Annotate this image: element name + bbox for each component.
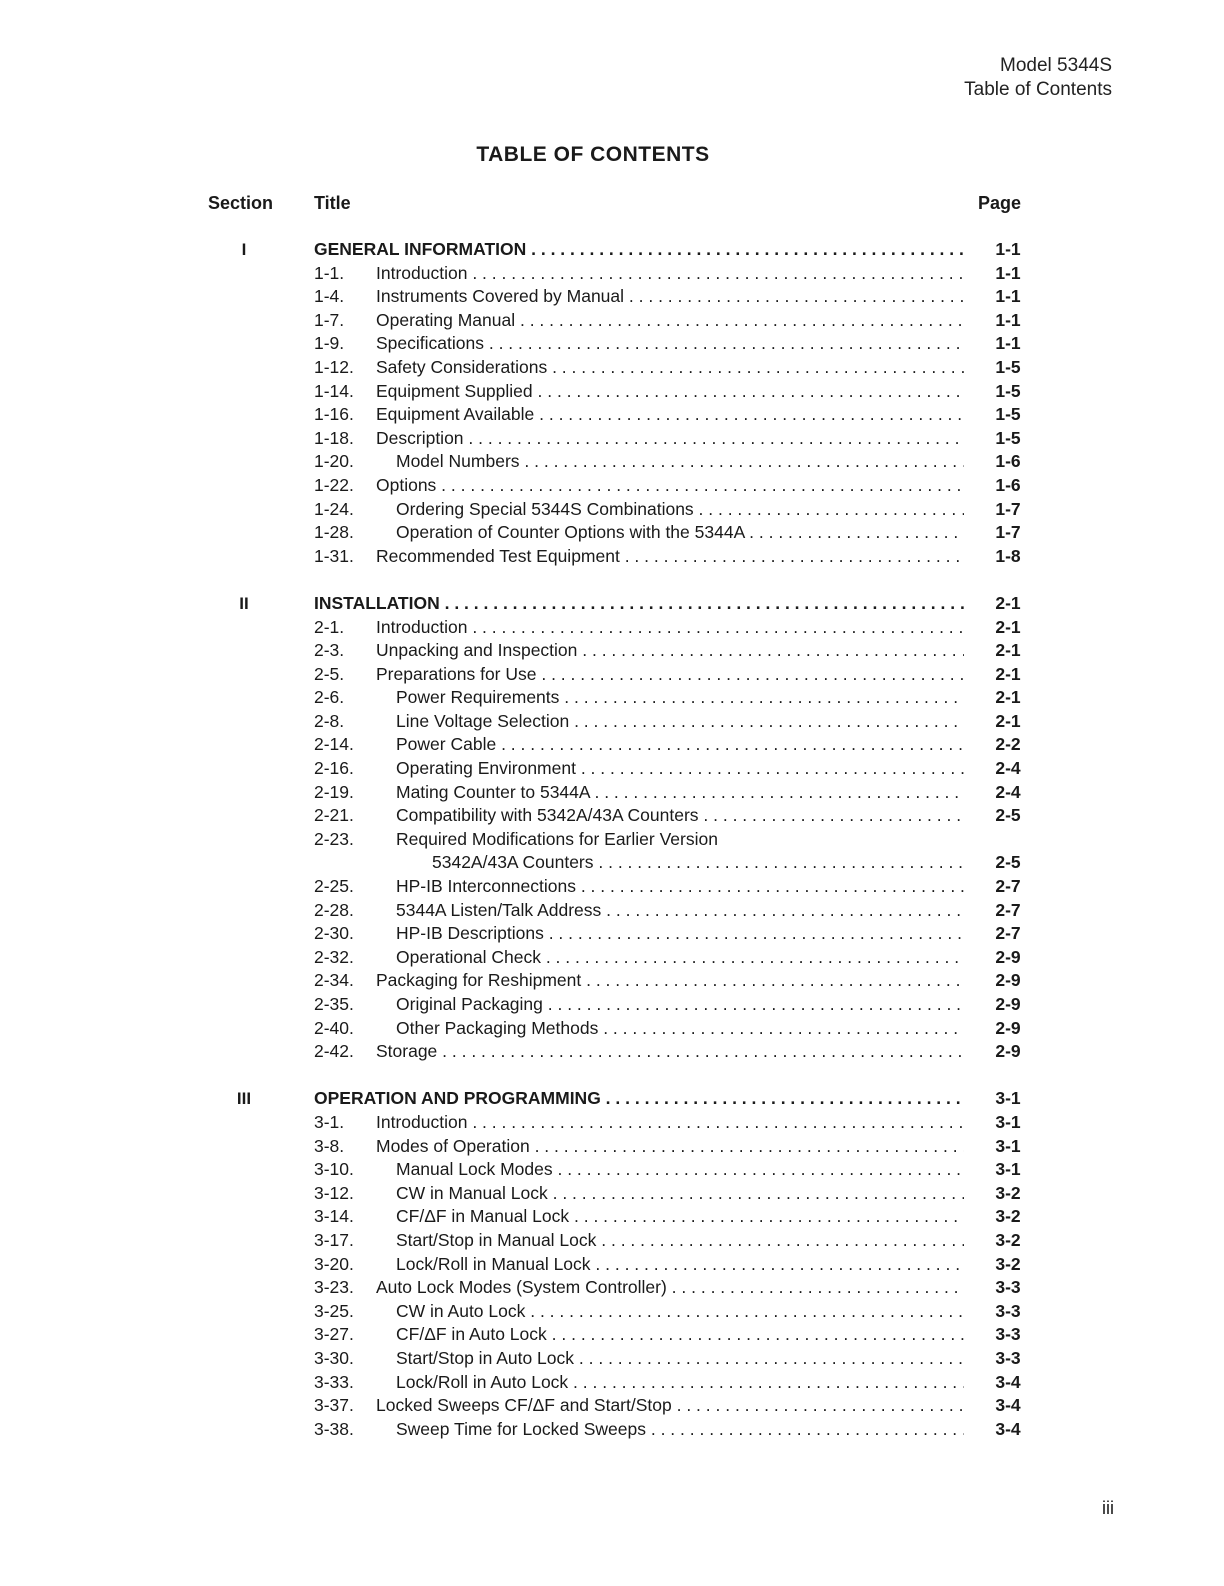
toc-entry: [0, 1229, 1224, 1253]
entry-number: 2-16.: [314, 758, 354, 779]
toc-entry: [0, 332, 1224, 356]
entry-title: Operational Check . . .: [396, 946, 964, 970]
toc-entry: [0, 285, 1224, 309]
running-header: [964, 54, 1112, 102]
toc-entry: [0, 1276, 1224, 1300]
entry-title: Introduction . . .: [376, 262, 964, 286]
toc-entry: [0, 616, 1224, 640]
entry-title: CW in Auto Lock . . .: [396, 1300, 964, 1324]
entry-page: 3-4: [995, 1371, 1021, 1392]
page-title: TABLE OF CONTENTS: [476, 143, 710, 166]
toc-entry: [0, 380, 1224, 404]
entry-number: 1-12.: [314, 356, 354, 377]
entry-page: 2-7: [995, 923, 1021, 944]
header-subtitle: Table of Contents: [964, 79, 1112, 100]
entry-page: 1-7: [995, 498, 1021, 519]
entry-title: Equipment Available . . .: [376, 403, 964, 427]
entry-title: INSTALLATION . . .: [314, 592, 964, 616]
entry-page: 2-4: [995, 781, 1021, 802]
toc-entry: [0, 922, 1224, 946]
entry-title: HP-IB Interconnections . . .: [396, 875, 964, 899]
entry-title: Power Requirements . . .: [396, 686, 964, 710]
entry-number: 2-30.: [314, 923, 354, 944]
entry-number: 2-21.: [314, 805, 354, 826]
entry-number: 2-32.: [314, 946, 354, 967]
entry-page: 1-6: [995, 474, 1021, 495]
entry-title: GENERAL INFORMATION . . .: [314, 238, 964, 262]
entry-page: 2-9: [995, 994, 1021, 1014]
entry-title: Compatibility with 5342A/43A Counters . . .: [396, 804, 964, 828]
toc-entry: [0, 262, 1224, 286]
entry-title: Safety Considerations . . .: [376, 356, 964, 380]
entry-page: 1-5: [995, 380, 1021, 401]
toc-entry: [0, 474, 1224, 498]
page-number: iii: [1102, 1498, 1114, 1518]
entry-page: 1-1: [995, 239, 1021, 259]
entry-number: 1-20.: [314, 451, 354, 472]
toc-entry: [0, 1323, 1224, 1347]
entry-number: 2-25.: [314, 876, 354, 897]
entry-page: 1-1: [995, 333, 1021, 354]
entry-title: 5344A Listen/Talk Address . . .: [396, 899, 964, 923]
toc-entry: [0, 781, 1224, 805]
toc-list: [0, 238, 1224, 1441]
entry-title: CW in Manual Lock . . .: [396, 1182, 964, 1206]
column-header-page: Page: [978, 193, 1022, 213]
entry-number: 2-19.: [314, 781, 354, 802]
toc-entry: [0, 1394, 1224, 1418]
entry-page: 1-5: [995, 427, 1021, 448]
toc-entry: [0, 1087, 1224, 1111]
entry-number: 1-28.: [314, 522, 354, 543]
toc-entry: [0, 545, 1224, 569]
entry-page: 2-1: [995, 710, 1021, 731]
entry-title: Packaging for Reshipment . . .: [376, 969, 964, 993]
entry-number: 3-10.: [314, 1159, 354, 1180]
entry-page: 2-1: [995, 640, 1021, 661]
entry-page: 3-1: [995, 1111, 1021, 1132]
entry-number: 3-17.: [314, 1229, 354, 1250]
entry-title: Model Numbers . . .: [396, 450, 964, 474]
entry-page: 1-1: [995, 286, 1021, 307]
entry-number: 3-33.: [314, 1371, 354, 1392]
toc-entry: [0, 686, 1224, 710]
entry-page: 1-5: [995, 356, 1021, 377]
toc-entry: [0, 1300, 1224, 1324]
entry-title: Options . . .: [376, 474, 964, 498]
entry-number: 2-8.: [314, 710, 345, 731]
entry-title: Manual Lock Modes . . .: [396, 1158, 964, 1182]
entry-page: 2-9: [995, 1017, 1021, 1038]
entry-title: Storage . . .: [376, 1040, 964, 1064]
toc-entry: [0, 851, 1224, 875]
entry-page: 2-9: [995, 970, 1021, 991]
entry-number: 1-24.: [314, 498, 354, 519]
entry-number: 3-14.: [314, 1206, 354, 1227]
entry-title: Auto Lock Modes (System Controller) . . .: [376, 1276, 964, 1300]
toc-entry: [0, 1371, 1224, 1395]
toc-entry: [0, 521, 1224, 545]
entry-number: 2-40.: [314, 1017, 354, 1038]
entry-number: 1-31.: [314, 545, 354, 566]
entry-page: 3-2: [995, 1182, 1021, 1203]
entry-title: Description . . .: [376, 427, 964, 451]
entry-number: 3-20.: [314, 1253, 354, 1274]
toc-entry: [0, 356, 1224, 380]
entry-page: 3-1: [995, 1159, 1021, 1180]
toc-entry: [0, 592, 1224, 616]
entry-number: 2-28.: [314, 899, 354, 920]
entry-number: 3-25.: [314, 1300, 354, 1321]
entry-page: 2-5: [995, 805, 1021, 826]
entry-title: OPERATION AND PROGRAMMING . . .: [314, 1087, 964, 1111]
entry-number: 2-23.: [314, 828, 354, 849]
entry-number: 1-4.: [314, 286, 345, 307]
entry-page: 2-1: [995, 687, 1021, 708]
entry-title: Equipment Supplied . . .: [376, 380, 964, 404]
entry-page: 3-2: [995, 1253, 1021, 1274]
entry-number: 2-14.: [314, 734, 354, 755]
entry-number: 3-23.: [314, 1277, 354, 1298]
entry-page: 1-5: [995, 404, 1021, 425]
entry-page: 3-1: [995, 1088, 1021, 1109]
header-model: Model 5344S: [1000, 55, 1112, 76]
entry-title: Introduction . . .: [376, 1111, 964, 1135]
toc-entry: [0, 946, 1224, 970]
entry-page: 2-7: [995, 899, 1021, 920]
toc-entry: [0, 1182, 1224, 1206]
entry-title: Ordering Special 5344S Combinations . . .: [396, 498, 964, 522]
toc-entry: [0, 498, 1224, 522]
entry-page: 1-8: [995, 545, 1021, 566]
toc-entry: [0, 450, 1224, 474]
entry-title: Operation of Counter Options with the 5344A . . .: [396, 521, 964, 545]
entry-title: Locked Sweeps CF/ΔF and Start/Stop . . .: [376, 1394, 964, 1418]
entry-title: CF/ΔF in Auto Lock . . .: [396, 1323, 964, 1347]
toc-entry: [0, 828, 1224, 852]
entry-page: 1-1: [995, 309, 1021, 330]
entry-title: Specifications . . .: [376, 332, 964, 356]
entry-title: Introduction . . .: [376, 616, 964, 640]
entry-page: 2-1: [995, 663, 1021, 684]
section-numeral: II: [239, 593, 249, 613]
entry-title: Power Cable . . .: [396, 733, 964, 757]
entry-title: Lock/Roll in Manual Lock . . .: [396, 1253, 964, 1277]
entry-title: Recommended Test Equipment . . .: [376, 545, 964, 569]
toc-entry: [0, 1017, 1224, 1041]
entry-title: Sweep Time for Locked Sweeps . . .: [396, 1418, 964, 1442]
entry-number: 3-27.: [314, 1324, 354, 1345]
toc-entry: [0, 875, 1224, 899]
entry-title: Start/Stop in Manual Lock . . .: [396, 1229, 964, 1253]
entry-page: 3-2: [995, 1229, 1021, 1250]
entry-number: 2-6.: [314, 687, 345, 708]
toc-entry: [0, 710, 1224, 734]
entry-number: 1-16.: [314, 404, 354, 425]
entry-page: 2-2: [995, 734, 1021, 755]
entry-title: Modes of Operation . . .: [376, 1135, 964, 1159]
entry-page: 3-3: [995, 1277, 1021, 1298]
entry-title: Start/Stop in Auto Lock . . .: [396, 1347, 964, 1371]
toc-entry: [0, 1253, 1224, 1277]
entry-number: 1-9.: [314, 333, 345, 354]
entry-title: Operating Manual . . .: [376, 309, 964, 333]
entry-page: 3-4: [995, 1395, 1021, 1416]
entry-number: 1-18.: [314, 427, 354, 448]
entry-page: 2-9: [995, 1041, 1021, 1062]
entry-page: 2-5: [995, 852, 1021, 873]
toc-entry: [0, 1158, 1224, 1182]
entry-title: 5342A/43A Counters . . .: [432, 851, 964, 875]
section-numeral: III: [236, 1089, 252, 1109]
entry-title: Other Packaging Methods . . .: [396, 1017, 964, 1041]
entry-number: 2-35.: [314, 994, 354, 1014]
toc-entry: [0, 1040, 1224, 1064]
column-header-title: Title: [314, 193, 351, 213]
entry-number: 2-5.: [314, 663, 345, 684]
entry-page: 3-4: [995, 1418, 1021, 1439]
entry-number: 2-42.: [314, 1041, 354, 1062]
toc-section: [0, 238, 1224, 568]
toc-entry: [0, 1347, 1224, 1371]
section-numeral: I: [241, 240, 247, 259]
entry-page: 1-7: [995, 522, 1021, 543]
entry-number: 1-22.: [314, 474, 354, 495]
toc-entry: [0, 403, 1224, 427]
entry-page: 3-3: [995, 1324, 1021, 1345]
toc-entry: [0, 663, 1224, 687]
entry-title: Operating Environment . . .: [396, 757, 964, 781]
toc-entry: [0, 1205, 1224, 1229]
entry-page: 2-1: [995, 592, 1021, 613]
entry-number: 2-1.: [314, 616, 345, 637]
entry-number: 1-14.: [314, 380, 354, 401]
entry-number: 1-1.: [314, 262, 345, 283]
entry-page: 2-7: [995, 876, 1021, 897]
entry-number: 3-37.: [314, 1395, 354, 1416]
entry-page: 3-2: [995, 1206, 1021, 1227]
entry-number: 2-34.: [314, 970, 354, 991]
toc-section: [0, 1087, 1224, 1441]
entry-number: 3-8.: [314, 1135, 345, 1156]
entry-number: 3-38.: [314, 1418, 354, 1439]
entry-title: HP-IB Descriptions . . .: [396, 922, 964, 946]
entry-page: 1-1: [995, 262, 1021, 283]
entry-title: Mating Counter to 5344A . . .: [396, 781, 964, 805]
toc-entry: [0, 238, 1224, 262]
entry-title: Original Packaging . . .: [396, 993, 964, 1017]
entry-title: Instruments Covered by Manual . . .: [376, 285, 964, 309]
toc-entry: [0, 1135, 1224, 1159]
entry-page: 1-6: [995, 451, 1021, 472]
entry-page: 3-1: [995, 1135, 1021, 1156]
entry-page: 2-9: [995, 946, 1021, 967]
toc-entry: [0, 639, 1224, 663]
entry-page: 3-3: [995, 1300, 1021, 1321]
entry-title: Unpacking and Inspection . . .: [376, 639, 964, 663]
toc-entry: [0, 1418, 1224, 1442]
entry-title: Preparations for Use . . .: [376, 663, 964, 687]
toc-entry: [0, 1111, 1224, 1135]
toc-entry: [0, 993, 1224, 1017]
entry-title: Required Modifications for Earlier Version: [396, 828, 718, 849]
toc-entry: [0, 804, 1224, 828]
entry-number: 3-1.: [314, 1111, 345, 1132]
toc-entry: [0, 427, 1224, 451]
entry-page: 2-1: [995, 616, 1021, 637]
entry-title: Lock/Roll in Auto Lock . . .: [396, 1371, 964, 1395]
entry-title: CF/ΔF in Manual Lock . . .: [396, 1205, 964, 1229]
toc-entry: [0, 969, 1224, 993]
entry-number: 3-30.: [314, 1347, 354, 1368]
toc-section: [0, 592, 1224, 1064]
column-header-section: Section: [208, 193, 274, 213]
entry-title: Line Voltage Selection . . .: [396, 710, 964, 734]
entry-page: 3-3: [995, 1347, 1021, 1368]
entry-number: 2-3.: [314, 640, 345, 661]
entry-number: 1-7.: [314, 309, 345, 330]
entry-number: 3-12.: [314, 1182, 354, 1203]
toc-entry: [0, 757, 1224, 781]
toc-entry: [0, 733, 1224, 757]
entry-page: 2-4: [995, 758, 1021, 779]
toc-entry: [0, 309, 1224, 333]
toc-entry: [0, 899, 1224, 923]
